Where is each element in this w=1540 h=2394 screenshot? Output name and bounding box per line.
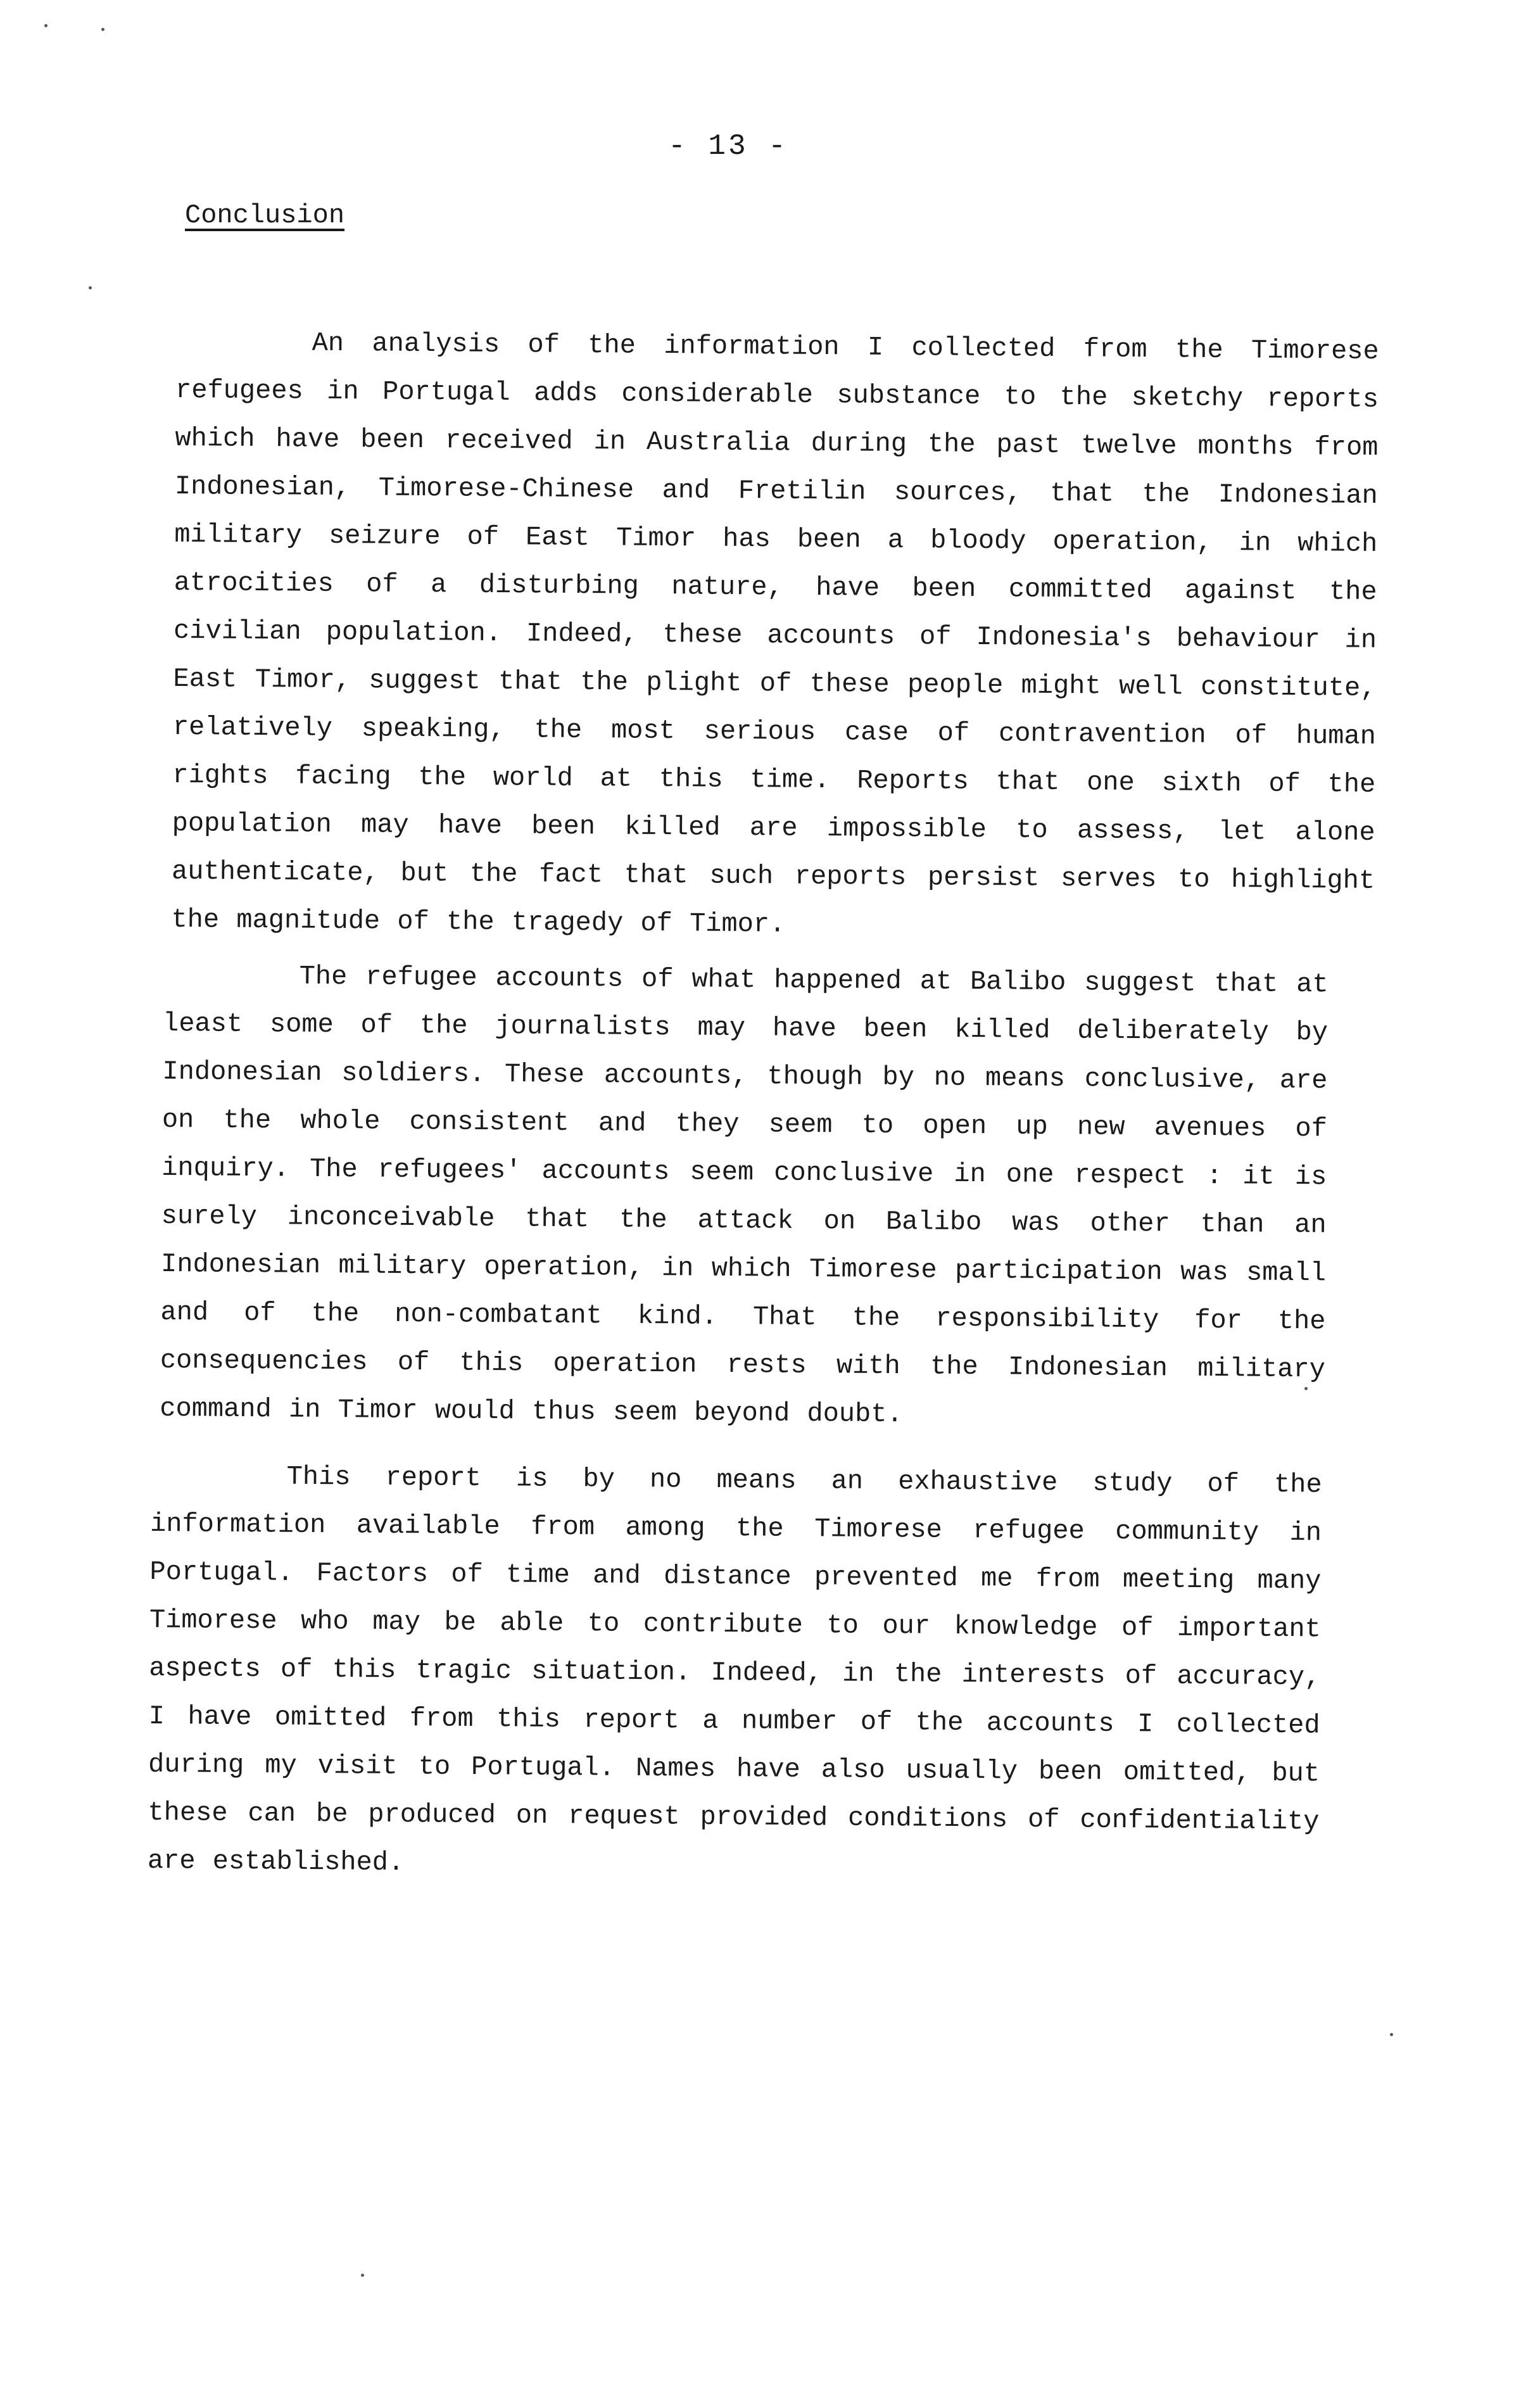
scan-speck: [101, 28, 104, 31]
paragraph-3: This report is by no means an exhaustive study of the information available from among the Timorese refugee community in Portugal. Factors of time and distance prevented me from meeting many Timorese who may be able to contribute to our knowledge of important aspects of this tragic situation. Indeed, in the interests of accuracy, I have omitted from this report a number of the accounts I collected during my visit to Portugal. Names have also usually been omitted, but these can be produced on request provided conditions of confidentiality are established.: [147, 1461, 1322, 1878]
scan-speck: [1390, 2033, 1393, 2036]
scan-speck: [89, 286, 92, 289]
paragraph-2: The refugee accounts of what happened at Balibo suggest that at least some of the journalists may have been killed deliberately by Indonesian soldiers. These accounts, though by no means conclusive, are on the whole consistent and they seem to open up new avenues of inquiry. The refugees' accounts seem conclusive in one respect : it is surely inconceivable that the attack on Balibo was other than an Indonesian military operation, in which Timorese participation was small and of the non-combatant kind. That the responsibility for the consequencies of this operation rests with the Indonesian military command in Timor would thus seem beyond doubt.: [160, 961, 1329, 1430]
scan-speck: [361, 2274, 364, 2277]
page-number: - 13 -: [668, 130, 788, 163]
scan-speck: [44, 24, 47, 27]
scan-speck: [1304, 1387, 1308, 1390]
paragraph-1: An analysis of the information I collected from the Timorese refugees in Portugal adds considerable substance to the sketchy reports which have been received in Australia during the past twelve months from Indonesian, Timorese-Chinese and Fretilin sources, that the Indonesian military seizure of East Timor has been a bloody operation, in which atrocities of a disturbing nature, have been committed against the civilian population. Indeed, these accounts of Indonesia's behaviour in East Timor, suggest that the plight of these people might well constitute, relatively speaking, the most serious case of contravention of human rights facing the world at this time. Reports that one sixth of the population may have been killed are impossible to assess, let alone authenticate, but the fact that such reports persist serves to highlight the magnitude of the tragedy of Timor.: [171, 327, 1379, 940]
section-heading: Conclusion: [185, 200, 345, 231]
